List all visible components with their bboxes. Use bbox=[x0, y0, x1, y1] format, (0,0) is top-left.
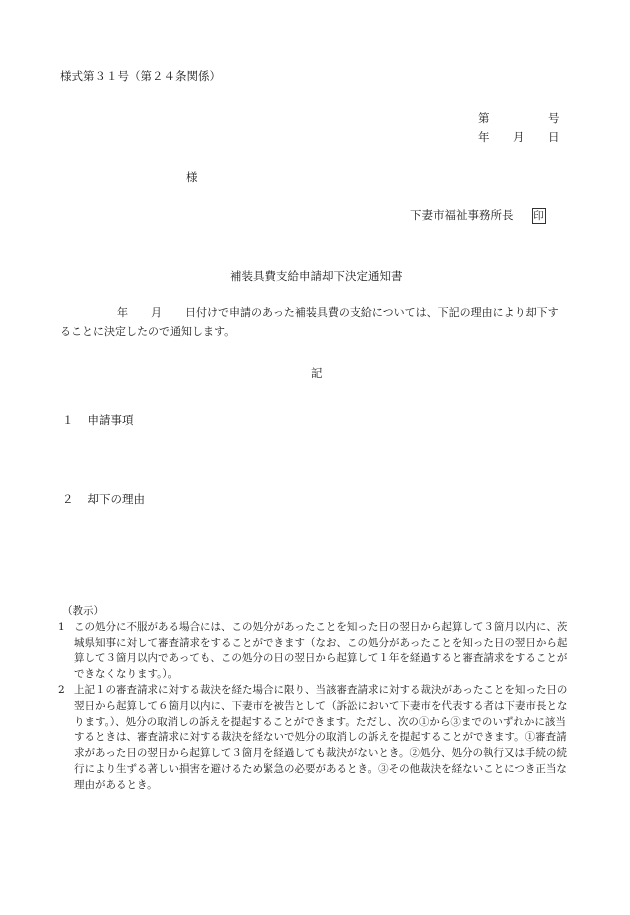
body-paragraph bbox=[60, 304, 570, 341]
kyoji-section bbox=[58, 604, 573, 794]
section-2-label: 却下の理由 bbox=[87, 492, 145, 506]
date-day: 日 bbox=[548, 130, 560, 144]
kyoji-item-number: 1 bbox=[58, 620, 65, 633]
section-2-number: ２ bbox=[62, 492, 74, 506]
kyoji-item-text: 上記１の審査請求に対する裁決を経た場合に限り、当該審査請求に対する裁決があったことを知った日の翌日から起算して６箇月以内に、下妻市を被告として（訴訟において下妻市を代表する者は下妻市長となります。）、処分の取消しの訴えを提起することができます。ただし、次の①から③までのいずれかに該当するときは、審査請求に対する裁決を経ないで処分の取消しの訴えを提起することができます。①審査請求があった日の翌日から起算して３箇月を経過しても裁決がないとき。②処分、処分の執行又は手続の続行により生ずる著しい損害を避けるため緊急の必要があるとき。③その他裁決を経ないことにつき正当な理由があるとき。 bbox=[74, 683, 568, 791]
date-month: 月 bbox=[513, 130, 525, 144]
addressee-suffix: 様 bbox=[186, 170, 198, 184]
date-year: 年 bbox=[478, 130, 490, 144]
section-1-label: 申請事項 bbox=[87, 413, 134, 427]
kyoji-item-number: 2 bbox=[58, 683, 65, 696]
kyoji-item bbox=[58, 620, 573, 683]
issuer-line bbox=[410, 207, 546, 224]
doc-number-suffix: 号 bbox=[548, 111, 560, 125]
body-line1: 日付けで申請のあった補装具費の支給については、下記の理由により却下す bbox=[185, 306, 559, 319]
form-number: 様式第３１号（第２４条関係） bbox=[60, 69, 221, 83]
ki-heading: 記 bbox=[311, 366, 323, 380]
section-1-number: １ bbox=[62, 413, 74, 427]
document-title: 補装具費支給申請却下決定通知書 bbox=[230, 269, 403, 283]
section-1 bbox=[62, 412, 134, 428]
seal-mark: 印 bbox=[533, 210, 544, 222]
section-2 bbox=[62, 491, 145, 507]
kyoji-item-text: この処分に不服がある場合には、この処分があったことを知った日の翌日から起算して３箇月以内に、茨城県知事に対して審査請求をすることができます（なお、この処分があったことを知った日の翌日から起算して３箇月以内であっても、この処分の日の翌日から起算して１年を経過すると審査請求をすることができなくなります。）。 bbox=[74, 620, 568, 681]
doc-number-prefix: 第 bbox=[478, 111, 490, 125]
issuer-name: 下妻市福祉事務所長 bbox=[410, 208, 514, 222]
kyoji-heading: （教示） bbox=[62, 605, 104, 617]
body-year: 年 bbox=[117, 306, 128, 319]
body-line2: ることに決定したので通知します。 bbox=[60, 324, 236, 338]
kyoji-item bbox=[58, 683, 573, 794]
body-month: 月 bbox=[151, 306, 162, 319]
